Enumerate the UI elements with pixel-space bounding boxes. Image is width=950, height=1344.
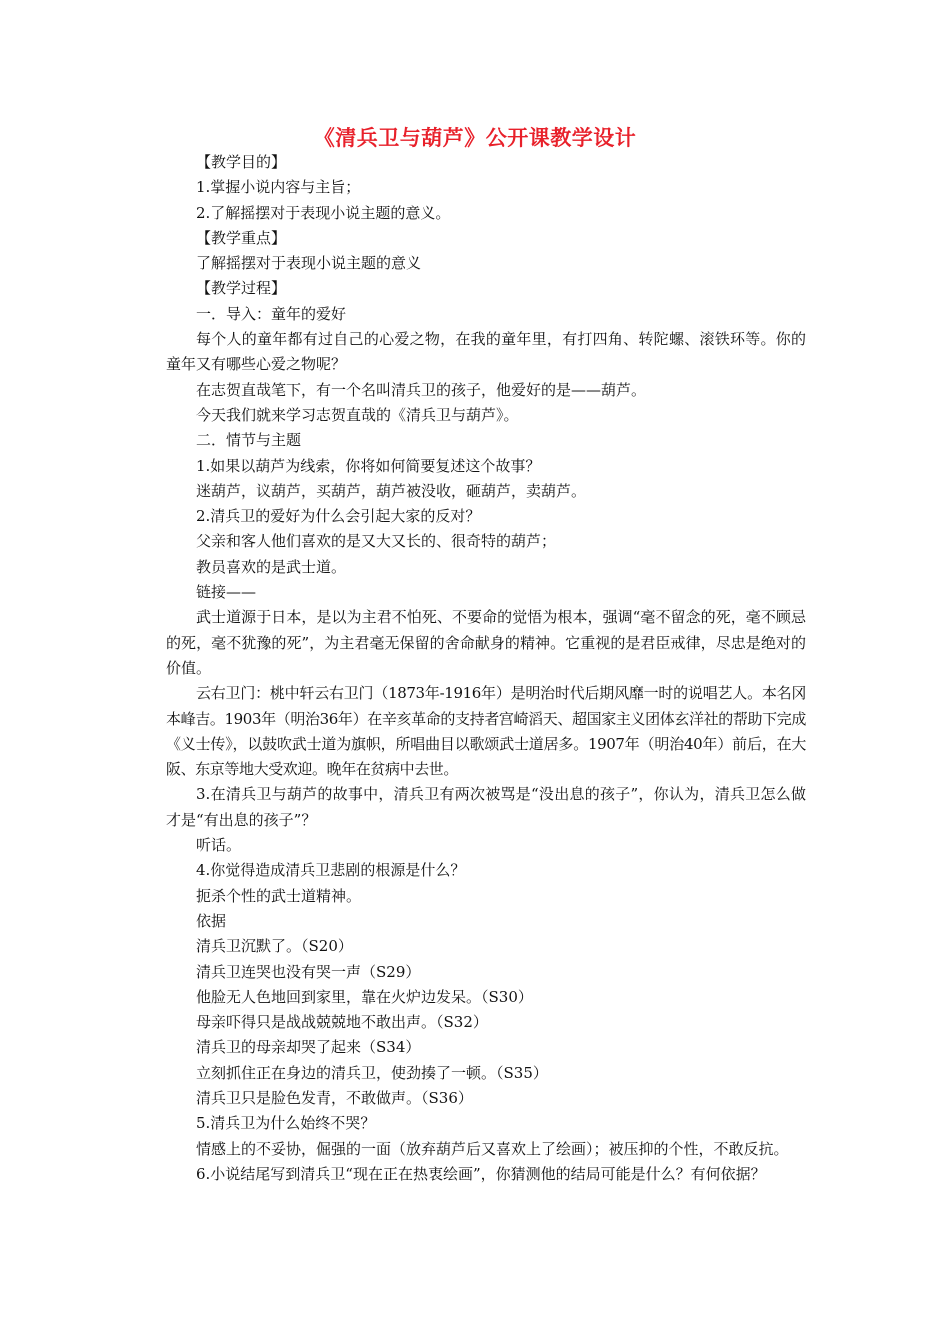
answer-2b: 教员喜欢的是武士道。	[196, 557, 347, 576]
answer-2a: 父亲和客人他们喜欢的是又大又长的、很奇特的葫芦；	[196, 532, 557, 551]
section-intro-heading: 一．导入：童年的爱好	[196, 304, 347, 323]
bushido-paragraph: 武士道源于日本，是以为主君不怕死、不要命的觉悟为根本，强调“毫不留念的死，毫不顾忌的死，毫不犹豫的死”，为主君毫无保留的舍命献身的精神。它重视的是君臣戒律，尽忠是绝对的价值。	[166, 608, 806, 677]
question-4: 4.你觉得造成清兵卫悲剧的根源是什么？	[196, 861, 466, 880]
paragraph: 每个人的童年都有过自己的心爱之物，在我的童年里，有打四角、转陀螺、滚铁环等。你的童年又有哪些心爱之物呢？	[166, 330, 806, 374]
section-plot-theme-heading: 二．情节与主题	[196, 431, 302, 450]
evidence-item: 他脸无人色地回到家里，靠在火炉边发呆。（S30）	[196, 987, 533, 1006]
goal-item-1: 1.掌握小说内容与主旨；	[196, 178, 361, 197]
goal-item-2: 2.了解摇摆对于表现小说主题的意义。	[196, 203, 451, 222]
heading-teaching-goals: 【教学目的】	[196, 153, 287, 171]
evidence-label: 依据	[196, 911, 227, 930]
paragraph: 在志贺直哉笔下，有一个名叫清兵卫的孩子，他爱好的是——葫芦。	[196, 380, 647, 399]
document-title: 《清兵卫与葫芦》公开课教学设计	[313, 126, 637, 150]
question-2: 2.清兵卫的爱好为什么会引起大家的反对？	[196, 507, 481, 526]
answer-4: 扼杀个性的武士道精神。	[196, 886, 362, 905]
evidence-item: 立刻抓住正在身边的清兵卫，使劲揍了一顿。（S35）	[196, 1063, 548, 1082]
kumoemon-paragraph: 云右卫门：桃中轩云右卫门（1873年-1916年）是明治时代后期风靡一时的说唱艺人。本名冈本峰吉。1903年（明治36年）在辛亥革命的支持者宫崎滔天、超国家主义团体玄洋社的帮助下完成《义士传》，以鼓吹武士道为旗帜，所唱曲目以歌颂武士道居多。1907年（明治40年）前后，在大阪、东京等地大受欢迎。晚年在贫病中去世。	[166, 684, 806, 779]
evidence-item: 清兵卫沉默了。（S20）	[196, 937, 353, 956]
answer-1: 迷葫芦，议葫芦，买葫芦，葫芦被没收，砸葫芦，卖葫芦。	[196, 481, 587, 500]
answer-3: 听话。	[196, 836, 242, 855]
evidence-item: 清兵卫的母亲却哭了起来（S34）	[196, 1038, 421, 1057]
answer-5: 情感上的不妥协，倔强的一面（放弃葫芦后又喜欢上了绘画）；被压抑的个性，不敢反抗。	[196, 1139, 789, 1158]
evidence-item: 母亲吓得只是战战兢兢地不敢出声。（S32）	[196, 1013, 488, 1032]
paragraph: 今天我们就来学习志贺直哉的《清兵卫与葫芦》。	[196, 405, 519, 424]
question-3: 3.在清兵卫与葫芦的故事中，清兵卫有两次被骂是“没出息的孩子”，你认为，清兵卫怎么做才是“有出息的孩子”？	[166, 785, 806, 829]
document-body	[166, 150, 806, 1187]
question-6: 6.小说结尾写到清兵卫“现在正在热衷绘画”，你猜测他的结局可能是什么？有何依据？	[196, 1164, 766, 1183]
question-5: 5.清兵卫为什么始终不哭？	[196, 1114, 376, 1133]
heading-teaching-focus: 【教学重点】	[196, 228, 287, 247]
evidence-item: 清兵卫只是脸色发青，不敢做声。（S36）	[196, 1088, 473, 1107]
evidence-item: 清兵卫连哭也没有哭一声（S29）	[196, 962, 421, 981]
link-label: 链接——	[196, 583, 257, 602]
focus-text: 了解摇摆对于表现小说主题的意义	[196, 254, 422, 273]
question-1: 1.如果以葫芦为线索，你将如何简要复述这个故事？	[196, 456, 541, 475]
heading-teaching-process: 【教学过程】	[196, 279, 287, 298]
